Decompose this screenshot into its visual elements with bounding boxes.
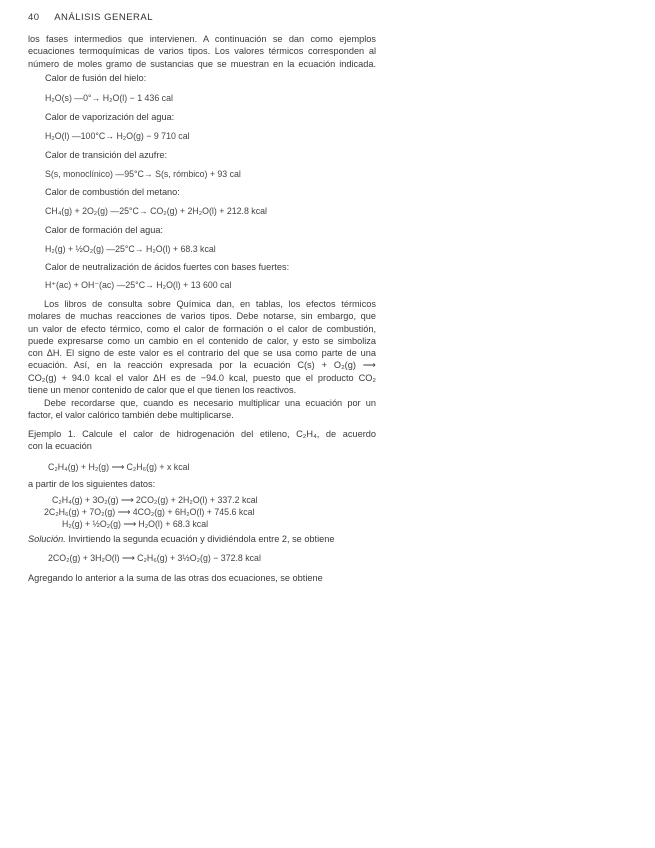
text-line: los fases intermedios que intervienen. A continuación se dan como ejemplos [28, 34, 376, 44]
example-label: Calor de transición del azufre: [45, 150, 168, 160]
text-line: tiene un menor contenido de calor que el que tienen los reactivos. [28, 385, 297, 396]
text-line: Debe recordarse que, cuando es necesario multiplicar una ecuación por un [44, 398, 376, 408]
example-1-statement [28, 428, 376, 453]
solution-equation: 2CO₂(g) + 3H₂O(l) ⟶ C₂H₆(g) + 3½O₂(g) − 372.8 kcal [48, 553, 261, 563]
text-line: con la ecuación [28, 441, 92, 452]
page-header [28, 12, 153, 23]
equation: H⁺(ac) + OH⁻(ac) —25°C→ H₂O(l) + 13 600 cal [45, 280, 232, 290]
solution-label: Solución. [28, 534, 66, 544]
example-label: Calor de fusión del hielo: [45, 73, 147, 83]
final-line: Agregando lo anterior a la suma de las otras dos ecuaciones, se obtiene [28, 573, 323, 583]
equation: H₂(g) + ½O₂(g) —25°C→ H₂O(l) + 68.3 kcal [45, 244, 216, 254]
example-label: Calor de neutralización de ácidos fuertes con bases fuertes: [45, 262, 290, 272]
text-line: un valor de efecto térmico, como el calor de formación o el calor de combustión, [28, 323, 376, 334]
example-label: Calor de vaporización del agua: [45, 112, 175, 122]
text-line: Ejemplo 1. Calcule el calor de hidrogenación del etileno, C₂H₄, de acuerdo [28, 429, 376, 439]
text-line: molares de muchas reacciones de varios tipos. Debe notarse, sin embargo, que [28, 311, 376, 322]
solution-line [28, 533, 334, 545]
intro-paragraph [28, 33, 376, 70]
text-line: ecuación. Así, en la reacción expresada por la ecuación C(s) + O₂(g) ⟶ [28, 360, 376, 371]
example-label: Calor de combustión del metano: [45, 187, 180, 197]
text-line: con ΔH. El signo de este valor es el contrario del que se usa como parte de una [28, 348, 376, 359]
text-line: puede expresarse como un cambio en el contenido de calor, y esto se simboliza [28, 335, 376, 346]
paragraph-delta-h [28, 298, 376, 396]
target-equation: C₂H₄(g) + H₂(g) ⟶ C₂H₆(g) + x kcal [48, 462, 190, 472]
text-line: Los libros de consulta sobre Química dan, en tablas, los efectos térmicos [44, 299, 376, 309]
example-label: Calor de formación del agua: [45, 225, 163, 235]
data-equation: C₂H₄(g) + 3O₂(g) ⟶ 2CO₂(g) + 2H₂O(l) + 337.2 kcal [52, 495, 258, 505]
data-equation: 2C₂H₆(g) + 7O₂(g) ⟶ 4CO₂(g) + 6H₂O(l) + 745.6 kcal [44, 507, 255, 517]
text-line: ecuaciones termoquímicas de varios tipos. Los valores térmicos corresponden al [28, 46, 376, 57]
equation: CH₄(g) + 2O₂(g) —25°C→ CO₂(g) + 2H₂O(l) + 212.8 kcal [45, 206, 267, 216]
solution-text: Invirtiendo la segunda ecuación y dividiéndola entre 2, se obtiene [68, 534, 335, 544]
paragraph-multiply [28, 397, 376, 422]
data-equation: H₂(g) + ½O₂(g) ⟶ H₂O(l) + 68.3 kcal [62, 519, 209, 529]
datos-label: a partir de los siguientes datos: [28, 479, 156, 489]
running-title: ANÁLISIS GENERAL [54, 12, 154, 23]
equation: H₂O(s) —0°→ H₂O(l) − 1 436 cal [45, 93, 173, 103]
text-line: CO₂(g) + 94.0 kcal el valor ΔH es de −94.0 kcal, puesto que el producto CO₂ [28, 372, 376, 383]
equation: S(s, monoclínico) —95°C→ S(s, rómbico) + 93 cal [45, 169, 241, 179]
equation: H₂O(l) —100°C→ H₂O(g) − 9 710 cal [45, 131, 190, 141]
page-number: 40 [28, 12, 40, 23]
text-line: número de moles gramo de sustancias que se muestran en la ecuación indicada. [28, 58, 376, 69]
text-line: factor, el valor calórico también debe multiplicarse. [28, 410, 234, 421]
